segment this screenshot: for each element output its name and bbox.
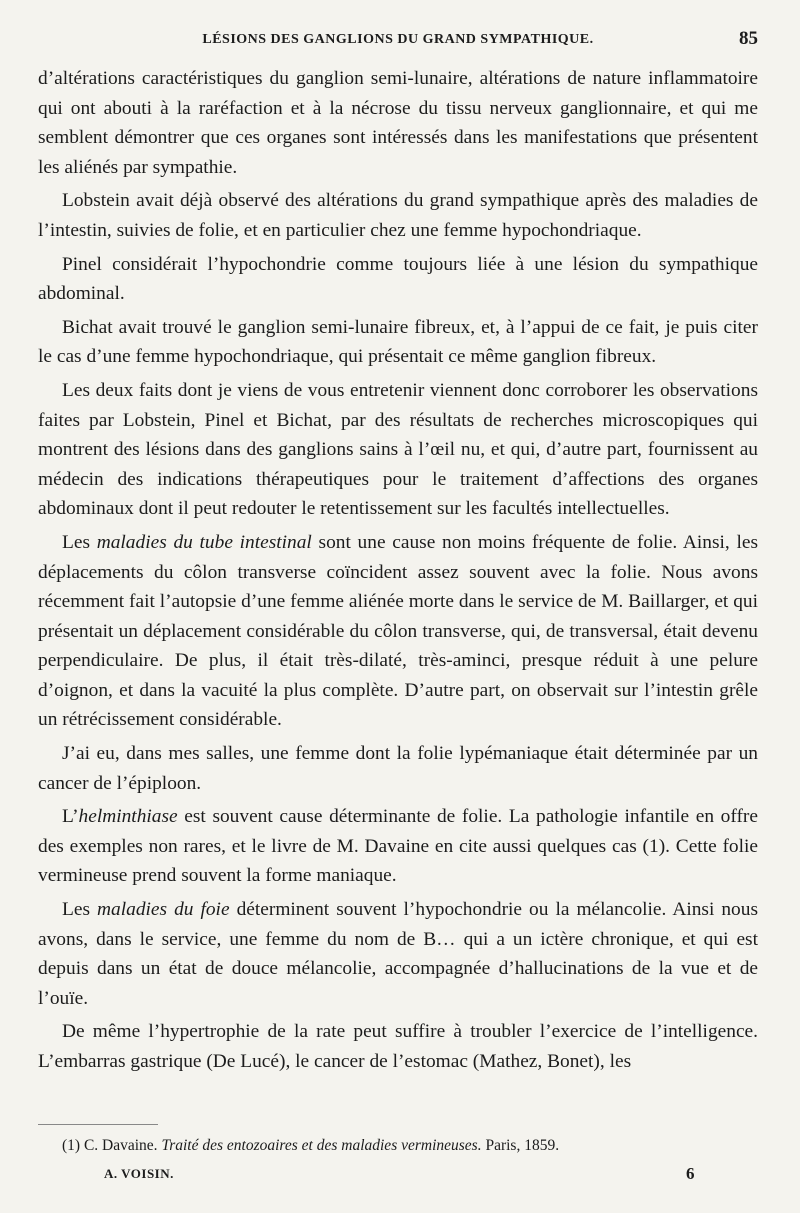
paragraph: [38, 186, 758, 245]
footnote-divider: [38, 1124, 158, 1125]
footnote-marker: (1) C. Davaine.: [62, 1137, 162, 1154]
italic-phrase: helminthiase: [78, 806, 178, 828]
signature-author: A. VOISIN.: [104, 1166, 174, 1181]
paragraph: [38, 376, 758, 524]
text-run: L’: [62, 806, 79, 828]
text-run: Lobstein avait déjà observé des altérations du grand sympathique après des maladies de l’intestin, suivies de folie, et en particulier chez une femme hypochondriaque.: [38, 190, 758, 241]
text-run: J’ai eu, dans mes salles, une femme dont la folie lypémaniaque était déterminée par un cancer de l’épiploon.: [38, 743, 758, 794]
paragraph: [38, 895, 758, 1013]
italic-phrase: maladies du tube intestinal: [96, 531, 312, 553]
text-run: Bichat avait trouvé le ganglion semi-lunaire fibreux, et, à l’appui de ce fait, je puis citer le cas d’une femme hypochondriaque, qui présentait ce même ganglion fibreux.: [38, 316, 758, 368]
paragraph: [38, 802, 758, 891]
text-run: sont une cause non moins fréquente de folie. Ainsi, les déplacements du côlon transverse coïncident assez souvent avec la folie. Nous avons récemment fait l’autopsie d’une femme aliénée morte dans le service de M. Baillarger, et qui présentait un déplacement considérable du côlon transverse, qui, de transversal, était devenu perpendiculaire. De plus, il était très-dilaté, très-aminci, presque réduit à une pelure d’oignon, et dans la vacuité la plus complète. D’autre part, on observait sur l’intestin grêle un rétrécissement considérable.: [38, 531, 758, 731]
paragraph: [38, 1017, 758, 1076]
text-run: De même l’hypertrophie de la rate peut suffire à troubler l’exercice de l’intelligence. L’embarras gastrique (De Lucé), le cancer de l’estomac (Mathez, Bonet), les: [38, 1021, 758, 1072]
italic-phrase: maladies du foie: [97, 899, 230, 921]
paragraph: [38, 313, 758, 372]
running-header: [38, 28, 758, 56]
text-run: déterminent souvent l’hypochondrie ou la mélancolie. Ainsi nous avons, dans le service, une femme du nom de B… qui a un ictère chronique, et qui est depuis dans un état de douce mélancolie, accompagnée d’hallucinations de la vue et de l’ouïe.: [38, 899, 758, 1009]
main-text: [38, 64, 758, 1081]
page-number: 85: [739, 28, 758, 49]
text-run: d’altérations caractéristiques du ganglion semi-lunaire, altérations de nature inflammatoire qui ont abouti à la raréfaction et à la nécrose du tissu nerveux ganglionnaire, et qui me semblent démontrer que ces organes sont intéressés dans les manifestations que présentent les aliénés par sympathie.: [38, 68, 758, 178]
paragraph: [38, 528, 758, 735]
text-run: Les: [62, 531, 97, 553]
paragraph: [38, 250, 758, 309]
text-run: Les: [62, 899, 98, 921]
signature-sheet-number: 6: [686, 1164, 695, 1183]
running-title: LÉSIONS DES GANGLIONS DU GRAND SYMPATHIQUE.: [202, 32, 594, 47]
text-run: est souvent cause déterminante de folie. La pathologie infantile en offre des exemples non rares, et le livre de M. Davaine en cite aussi quelques cas (1). Cette folie vermineuse prend souvent la forme maniaque.: [38, 806, 758, 887]
text-run: Pinel considérait l’hypochondrie comme toujours liée à une lésion du sympathique abdominal.: [38, 253, 758, 305]
text-run: Les deux faits dont je viens de vous entretenir viennent donc corroborer les observations faites par Lobstein, Pinel et Bichat, par des résultats de recherches microscopiques qui montrent des lésions dans des ganglions sains à l’œil nu, et qui, d’autre part, fournissent au médecin des indications thérapeutiques pour le traitement d’affections des organes abdominaux dont il peut redouter le retentissement sur les facultés intellectuelles.: [38, 379, 758, 520]
paragraph: [38, 64, 758, 182]
footnote-rest: Paris, 1859.: [481, 1137, 560, 1154]
paragraph: [38, 739, 758, 798]
footnote-title: Traité des entozoaires et des maladies vermineuses.: [161, 1137, 482, 1154]
footnote: [62, 1136, 762, 1156]
